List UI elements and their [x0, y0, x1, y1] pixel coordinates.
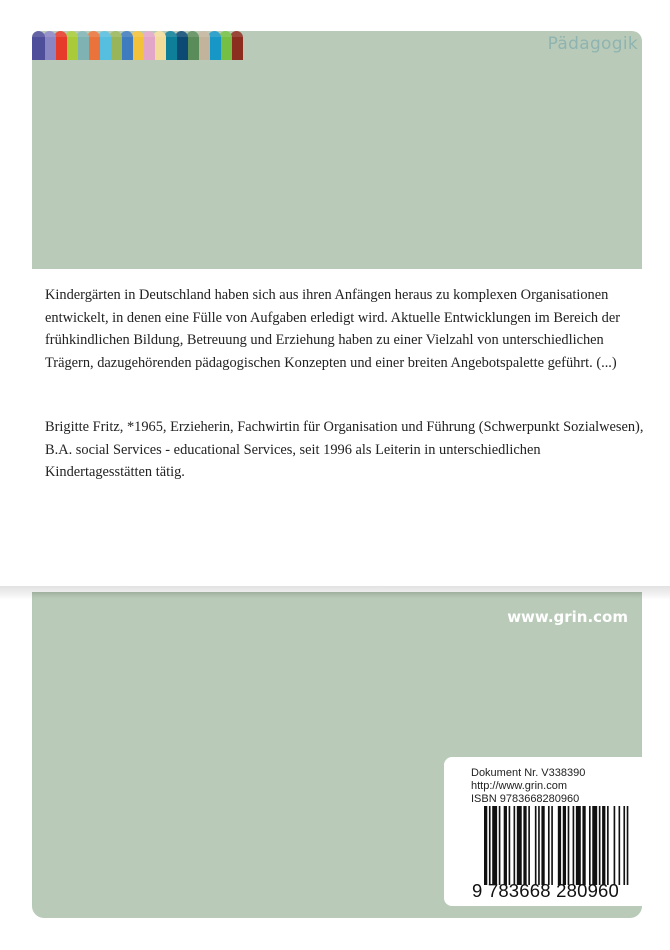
- author-bio: Brigitte Fritz, *1965, Erzieherin, Fachwirtin für Organisation und Führung (Schwerpunkt Sozialwesen), B.A. social Services - educational Services, seit 1996 als Leiterin in unterschiedlichen Kindertagesstätten tätig.: [45, 419, 644, 480]
- color-tabs-strip: [32, 31, 241, 60]
- category-label: Pädagogik: [547, 34, 638, 54]
- color-tab: [32, 31, 45, 60]
- isbn-line: ISBN 9783668280960: [471, 793, 580, 805]
- book-description: Kindergärten in Deutschland haben sich aus ihren Anfängen heraus zu komplexen Organisationen entwickelt, in denen eine Fülle von Aufgaben erledigt wird. Aktuelle Entwicklungen im Bereich der frühkindlichen Bildung, Betreuung und Erziehung haben zu einer Vielzahl von unterschiedlichen Trägern, dazugehörenden pädagogischen Konzepten und einer breiten Angebotspalette geführt. (...): [45, 287, 621, 371]
- publisher-url: http://www.grin.com: [471, 780, 567, 792]
- barcode-digits: 9 783668 280960: [472, 880, 620, 901]
- document-number: Dokument Nr. V338390: [471, 767, 586, 779]
- isbn-barcode-icon: [484, 806, 630, 885]
- publisher-website: www.grin.com: [507, 608, 628, 626]
- top-color-panel: [32, 31, 642, 269]
